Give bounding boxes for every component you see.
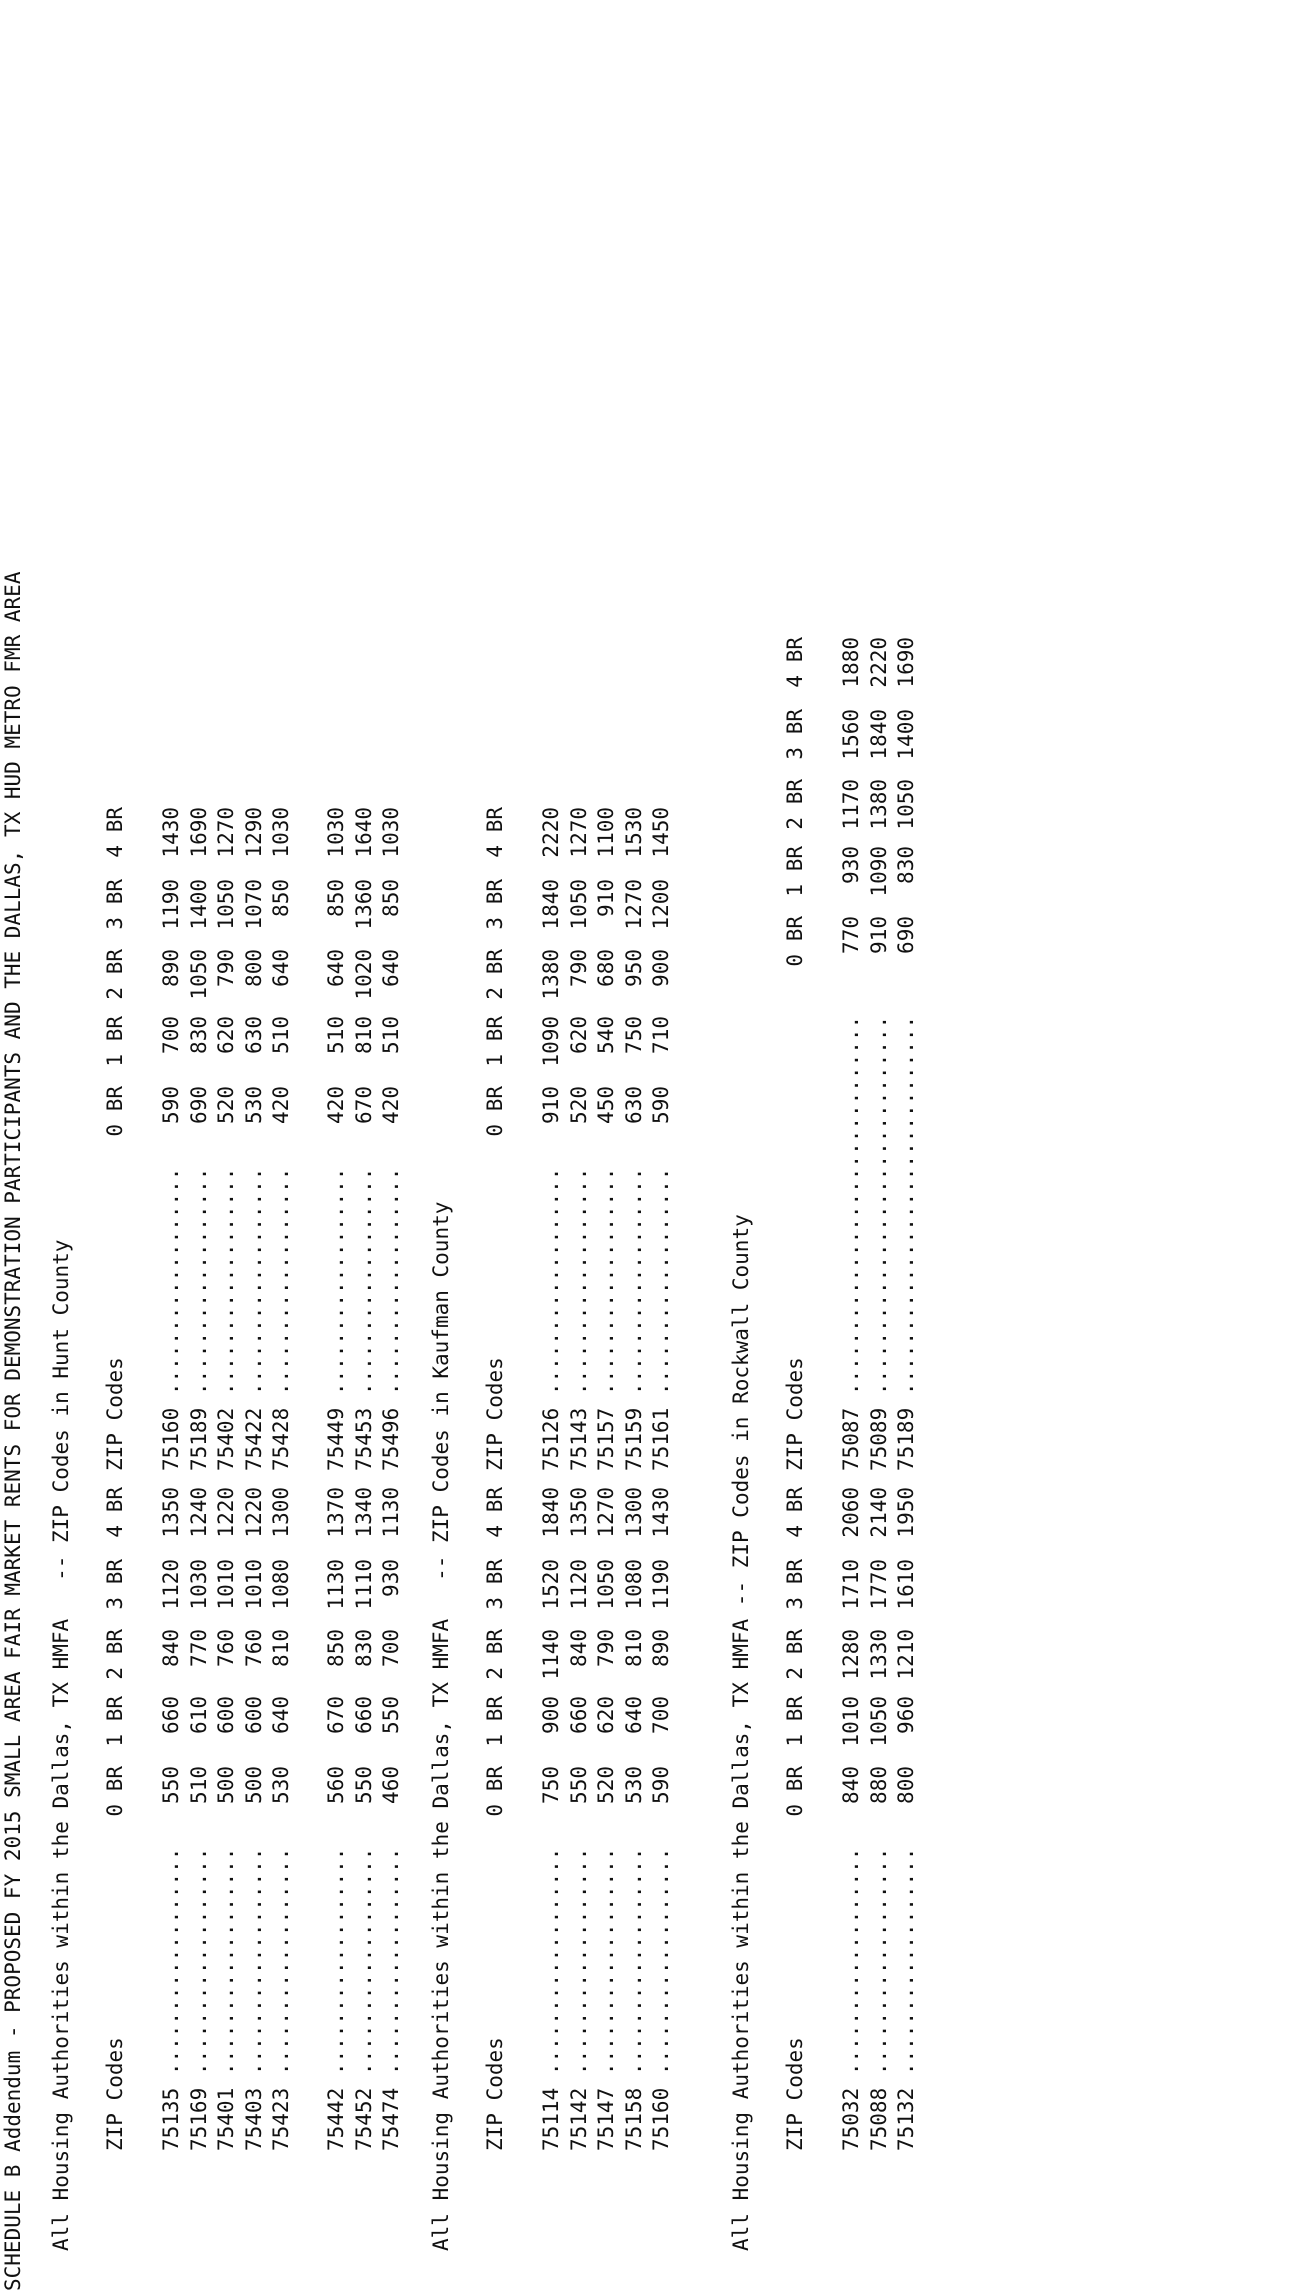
zip-code-cell: 75189 .............................. [894, 1015, 918, 1471]
zip-code-cell: 75442 .................. [324, 1847, 348, 2151]
rent-value-cell: 1100 [594, 807, 618, 858]
rent-value-cell: 760 [214, 1629, 238, 1667]
rent-value-cell: 1030 [269, 807, 293, 858]
rent-value-cell: 900 [649, 949, 673, 987]
rent-value-cell: 610 [186, 1696, 211, 1734]
rent-value-cell: 1050 [866, 1696, 891, 1747]
column-header-3br: 2 BR [483, 1629, 507, 1680]
rent-value-cell: 1380 [539, 949, 563, 1000]
rent-value-cell: 1130 [324, 1559, 348, 1610]
column-header-2br: 1 BR [483, 1016, 507, 1067]
rent-value-cell: 770 [839, 916, 863, 954]
zip-code-cell: 75160 .................. [649, 1847, 673, 2151]
rent-value-cell: 1640 [351, 807, 376, 858]
rent-value-cell: 540 [594, 1016, 618, 1054]
rent-value-cell: 530 [621, 1766, 646, 1804]
rent-value-cell: 910 [866, 916, 891, 954]
rent-value-cell: 620 [214, 1016, 238, 1054]
rent-value-cell: 2060 [839, 1487, 863, 1538]
zip-code-cell: 75452 .................. [351, 1847, 376, 2151]
column-header-zip: ZIP Codes [103, 1357, 127, 1471]
rent-value-cell: 680 [594, 949, 618, 987]
rent-value-cell: 700 [159, 1016, 183, 1054]
rent-value-cell: 1280 [839, 1629, 863, 1680]
zip-code-cell: 75169 .................. [186, 1847, 211, 2151]
rent-value-cell: 630 [621, 1086, 646, 1124]
zip-code-cell: 75132 .................. [894, 1847, 918, 2151]
rent-value-cell: 1350 [159, 1487, 183, 1538]
rent-value-cell: 900 [539, 1696, 563, 1734]
column-header-4br: 3 BR [103, 1559, 127, 1610]
column-header-2br: 1 BR [483, 1696, 507, 1747]
rent-value-cell: 550 [351, 1766, 376, 1804]
rent-value-cell: 850 [324, 1629, 348, 1667]
rent-value-cell: 1330 [866, 1629, 891, 1680]
column-header-1br: 0 BR [483, 1086, 507, 1137]
zip-code-cell: 75087 .............................. [839, 1015, 863, 1471]
rent-value-cell: 790 [214, 949, 238, 987]
rent-value-cell: 1690 [894, 637, 918, 688]
rent-value-cell: 1080 [621, 1559, 646, 1610]
rent-value-cell: 1270 [566, 807, 591, 858]
rent-value-cell: 450 [594, 1086, 618, 1124]
rent-value-cell: 830 [186, 1016, 211, 1054]
column-header-4br: 3 BR [783, 1559, 807, 1610]
column-header-2br: 1 BR [783, 846, 807, 897]
rent-value-cell: 590 [649, 1766, 673, 1804]
rent-value-cell: 640 [379, 949, 403, 987]
rent-value-cell: 670 [351, 1086, 376, 1124]
rent-value-cell: 420 [379, 1086, 403, 1124]
column-header-2br: 1 BR [783, 1696, 807, 1747]
rent-value-cell: 850 [379, 879, 403, 917]
rent-value-cell: 1520 [539, 1559, 563, 1610]
rent-value-cell: 830 [894, 846, 918, 884]
rent-value-cell: 1560 [839, 709, 863, 760]
rent-value-cell: 2220 [866, 637, 891, 688]
rent-value-cell: 590 [159, 1086, 183, 1124]
zip-code-cell: 75147 .................. [594, 1847, 618, 2151]
rent-value-cell: 1090 [866, 846, 891, 897]
rent-value-cell: 1350 [566, 1487, 591, 1538]
rent-value-cell: 1090 [539, 1016, 563, 1067]
rent-value-cell: 1380 [866, 779, 891, 830]
rent-value-cell: 460 [379, 1766, 403, 1804]
rent-value-cell: 2220 [539, 807, 563, 858]
rent-value-cell: 850 [324, 879, 348, 917]
zip-code-cell: 75496 .................. [379, 1167, 403, 1471]
rent-value-cell: 510 [324, 1016, 348, 1054]
zip-code-cell: 75126 .................. [539, 1167, 563, 1471]
rent-value-cell: 1220 [214, 1487, 238, 1538]
zip-code-cell: 75089 .............................. [866, 1015, 891, 1471]
rent-value-cell: 1370 [324, 1487, 348, 1538]
document-title: SCHEDULE B Addendum - PROPOSED FY 2015 SMALL AREA FAIR MARKET RENTS FOR DEMONSTRATION PARTICIPANTS AND THE DALLAS, TX HUD METRO FMR AREA [1, 571, 25, 2291]
rent-value-cell: 1710 [839, 1559, 863, 1610]
zip-code-cell: 75453 .................. [351, 1167, 376, 1471]
rent-value-cell: 2140 [866, 1487, 891, 1538]
column-header-5br: 4 BR [783, 637, 807, 688]
rent-value-cell: 1140 [539, 1629, 563, 1680]
rent-value-cell: 1240 [186, 1487, 211, 1538]
zip-code-cell: 75135 .................. [159, 1847, 183, 2151]
rent-value-cell: 420 [269, 1086, 293, 1124]
rent-value-cell: 1610 [894, 1559, 918, 1610]
rent-value-cell: 1840 [539, 879, 563, 930]
rent-value-cell: 840 [839, 1766, 863, 1804]
zip-code-cell: 75143 .................. [566, 1167, 591, 1471]
rent-value-cell: 600 [241, 1696, 266, 1734]
rent-value-cell: 890 [649, 1629, 673, 1667]
rent-value-cell: 1450 [649, 807, 673, 858]
rent-value-cell: 530 [269, 1766, 293, 1804]
column-header-1br: 0 BR [103, 1766, 127, 1817]
rent-value-cell: 1050 [186, 949, 211, 1000]
rent-value-cell: 510 [379, 1016, 403, 1054]
rent-value-cell: 420 [324, 1086, 348, 1124]
rent-value-cell: 550 [566, 1766, 591, 1804]
column-header-zip: ZIP Codes [103, 2037, 127, 2151]
zip-code-cell: 75449 .................. [324, 1167, 348, 1471]
rent-value-cell: 1190 [649, 1559, 673, 1610]
column-header-3br: 2 BR [483, 949, 507, 1000]
zip-code-cell: 75161 .................. [649, 1167, 673, 1471]
rent-value-cell: 1210 [894, 1629, 918, 1680]
rent-value-cell: 1050 [894, 779, 918, 830]
rent-value-cell: 520 [594, 1766, 618, 1804]
column-header-5br: 4 BR [483, 1487, 507, 1538]
rent-value-cell: 700 [379, 1629, 403, 1667]
rent-value-cell: 1010 [214, 1559, 238, 1610]
rent-value-cell: 660 [351, 1696, 376, 1734]
column-header-1br: 0 BR [483, 1766, 507, 1817]
rent-value-cell: 1270 [621, 879, 646, 930]
zip-code-cell: 75428 .................. [269, 1167, 293, 1471]
rent-value-cell: 1010 [839, 1696, 863, 1747]
column-header-4br: 3 BR [103, 879, 127, 930]
rent-value-cell: 1270 [594, 1487, 618, 1538]
rent-value-cell: 1950 [894, 1487, 918, 1538]
rent-value-cell: 1340 [351, 1487, 376, 1538]
rent-value-cell: 800 [241, 949, 266, 987]
rent-value-cell: 660 [566, 1696, 591, 1734]
column-header-4br: 3 BR [483, 879, 507, 930]
column-header-5br: 4 BR [783, 1487, 807, 1538]
rent-value-cell: 1050 [594, 1559, 618, 1610]
zip-code-cell: 75474 .................. [379, 1847, 403, 2151]
rent-value-cell: 930 [379, 1559, 403, 1597]
rent-value-cell: 640 [621, 1696, 646, 1734]
rent-value-cell: 510 [186, 1766, 211, 1804]
rent-value-cell: 1020 [351, 949, 376, 1000]
rent-value-cell: 1200 [649, 879, 673, 930]
rent-value-cell: 960 [894, 1696, 918, 1734]
rent-value-cell: 1120 [566, 1559, 591, 1610]
column-header-1br: 0 BR [103, 1086, 127, 1137]
rent-value-cell: 1300 [621, 1487, 646, 1538]
section-heading: All Housing Authorities within the Dallas, TX HMFA -- ZIP Codes in Kaufman County [429, 1201, 453, 2251]
rent-value-cell: 1400 [894, 709, 918, 760]
rent-value-cell: 670 [324, 1696, 348, 1734]
column-header-3br: 2 BR [783, 779, 807, 830]
zip-code-cell: 75423 .................. [269, 1847, 293, 2151]
rent-value-cell: 930 [839, 846, 863, 884]
column-header-5br: 4 BR [103, 1487, 127, 1538]
column-header-4br: 3 BR [483, 1559, 507, 1610]
rent-value-cell: 550 [379, 1696, 403, 1734]
rent-value-cell: 1070 [241, 879, 266, 930]
rent-value-cell: 1050 [566, 879, 591, 930]
rent-value-cell: 1430 [649, 1487, 673, 1538]
rent-value-cell: 530 [241, 1086, 266, 1124]
zip-code-cell: 75032 .................. [839, 1847, 863, 2151]
rent-value-cell: 1400 [186, 879, 211, 930]
rent-value-cell: 1290 [241, 807, 266, 858]
rent-value-cell: 1130 [379, 1487, 403, 1538]
column-header-5br: 4 BR [483, 807, 507, 858]
rent-value-cell: 510 [269, 1016, 293, 1054]
rent-value-cell: 550 [159, 1766, 183, 1804]
zip-code-cell: 75158 .................. [621, 1847, 646, 2151]
rent-value-cell: 1080 [269, 1559, 293, 1610]
rent-value-cell: 750 [539, 1766, 563, 1804]
column-header-5br: 4 BR [103, 807, 127, 858]
rent-value-cell: 800 [894, 1766, 918, 1804]
rent-value-cell: 1030 [379, 807, 403, 858]
column-header-1br: 0 BR [783, 1766, 807, 1817]
zip-code-cell: 75402 .................. [214, 1167, 238, 1471]
rent-value-cell: 620 [566, 1016, 591, 1054]
rent-value-cell: 810 [351, 1016, 376, 1054]
rent-value-cell: 830 [351, 1629, 376, 1667]
rent-value-cell: 1300 [269, 1487, 293, 1538]
column-header-zip: ZIP Codes [483, 1357, 507, 1471]
rent-value-cell: 1120 [159, 1559, 183, 1610]
zip-code-cell: 75157 .................. [594, 1167, 618, 1471]
rent-value-cell: 1220 [241, 1487, 266, 1538]
zip-code-cell: 75401 .................. [214, 1847, 238, 2151]
rent-value-cell: 790 [566, 949, 591, 987]
rent-value-cell: 1270 [214, 807, 238, 858]
rent-value-cell: 950 [621, 949, 646, 987]
section-heading: All Housing Authorities within the Dallas, TX HMFA -- ZIP Codes in Rockwall County [729, 1214, 753, 2251]
column-header-zip: ZIP Codes [783, 2037, 807, 2151]
rent-value-cell: 1770 [866, 1559, 891, 1610]
rent-value-cell: 1170 [839, 779, 863, 830]
rent-value-cell: 910 [594, 879, 618, 917]
rent-value-cell: 890 [159, 949, 183, 987]
rent-value-cell: 840 [159, 1629, 183, 1667]
rent-value-cell: 850 [269, 879, 293, 917]
rent-value-cell: 1110 [351, 1559, 376, 1610]
rent-value-cell: 810 [621, 1629, 646, 1667]
rent-value-cell: 1360 [351, 879, 376, 930]
rent-value-cell: 640 [324, 949, 348, 987]
rent-value-cell: 840 [566, 1629, 591, 1667]
rent-value-cell: 770 [186, 1629, 211, 1667]
rent-value-cell: 700 [649, 1696, 673, 1734]
rent-value-cell: 500 [241, 1766, 266, 1804]
rent-value-cell: 1840 [866, 709, 891, 760]
rent-value-cell: 590 [649, 1086, 673, 1124]
zip-code-cell: 75160 .................. [159, 1167, 183, 1471]
rent-value-cell: 520 [214, 1086, 238, 1124]
zip-code-cell: 75114 .................. [539, 1847, 563, 2151]
rent-value-cell: 1050 [214, 879, 238, 930]
zip-code-cell: 75403 .................. [241, 1847, 266, 2151]
rent-value-cell: 600 [214, 1696, 238, 1734]
rent-value-cell: 690 [894, 916, 918, 954]
rent-value-cell: 880 [866, 1766, 891, 1804]
zip-code-cell: 75088 .................. [866, 1847, 891, 2151]
rent-value-cell: 790 [594, 1629, 618, 1667]
rent-value-cell: 1690 [186, 807, 211, 858]
rent-value-cell: 1530 [621, 807, 646, 858]
column-header-3br: 2 BR [783, 1629, 807, 1680]
column-header-4br: 3 BR [783, 709, 807, 760]
column-header-3br: 2 BR [103, 1629, 127, 1680]
zip-code-cell: 75159 .................. [621, 1167, 646, 1471]
zip-code-cell: 75422 .................. [241, 1167, 266, 1471]
rent-value-cell: 750 [621, 1016, 646, 1054]
rent-value-cell: 1190 [159, 879, 183, 930]
rent-value-cell: 760 [241, 1629, 266, 1667]
zip-code-cell: 75189 .................. [186, 1167, 211, 1471]
column-header-2br: 1 BR [103, 1696, 127, 1747]
rent-value-cell: 1030 [324, 807, 348, 858]
rent-value-cell: 1880 [839, 637, 863, 688]
column-header-2br: 1 BR [103, 1016, 127, 1067]
rent-value-cell: 910 [539, 1086, 563, 1124]
rent-value-cell: 630 [241, 1016, 266, 1054]
rent-value-cell: 1840 [539, 1487, 563, 1538]
rent-value-cell: 520 [566, 1086, 591, 1124]
rent-value-cell: 640 [269, 949, 293, 987]
section-heading: All Housing Authorities within the Dallas, TX HMFA -- ZIP Codes in Hunt County [49, 1239, 73, 2251]
rent-value-cell: 500 [214, 1766, 238, 1804]
zip-code-cell: 75142 .................. [566, 1847, 591, 2151]
rent-value-cell: 640 [269, 1696, 293, 1734]
rent-value-cell: 1030 [186, 1559, 211, 1610]
rent-value-cell: 620 [594, 1696, 618, 1734]
rent-value-cell: 1430 [159, 807, 183, 858]
rent-value-cell: 690 [186, 1086, 211, 1124]
column-header-1br: 0 BR [783, 916, 807, 967]
column-header-zip: ZIP Codes [483, 2037, 507, 2151]
rent-value-cell: 560 [324, 1766, 348, 1804]
rent-value-cell: 810 [269, 1629, 293, 1667]
rent-value-cell: 710 [649, 1016, 673, 1054]
rent-value-cell: 660 [159, 1696, 183, 1734]
column-header-3br: 2 BR [103, 949, 127, 1000]
rent-value-cell: 1010 [241, 1559, 266, 1610]
column-header-zip: ZIP Codes [783, 1357, 807, 1471]
